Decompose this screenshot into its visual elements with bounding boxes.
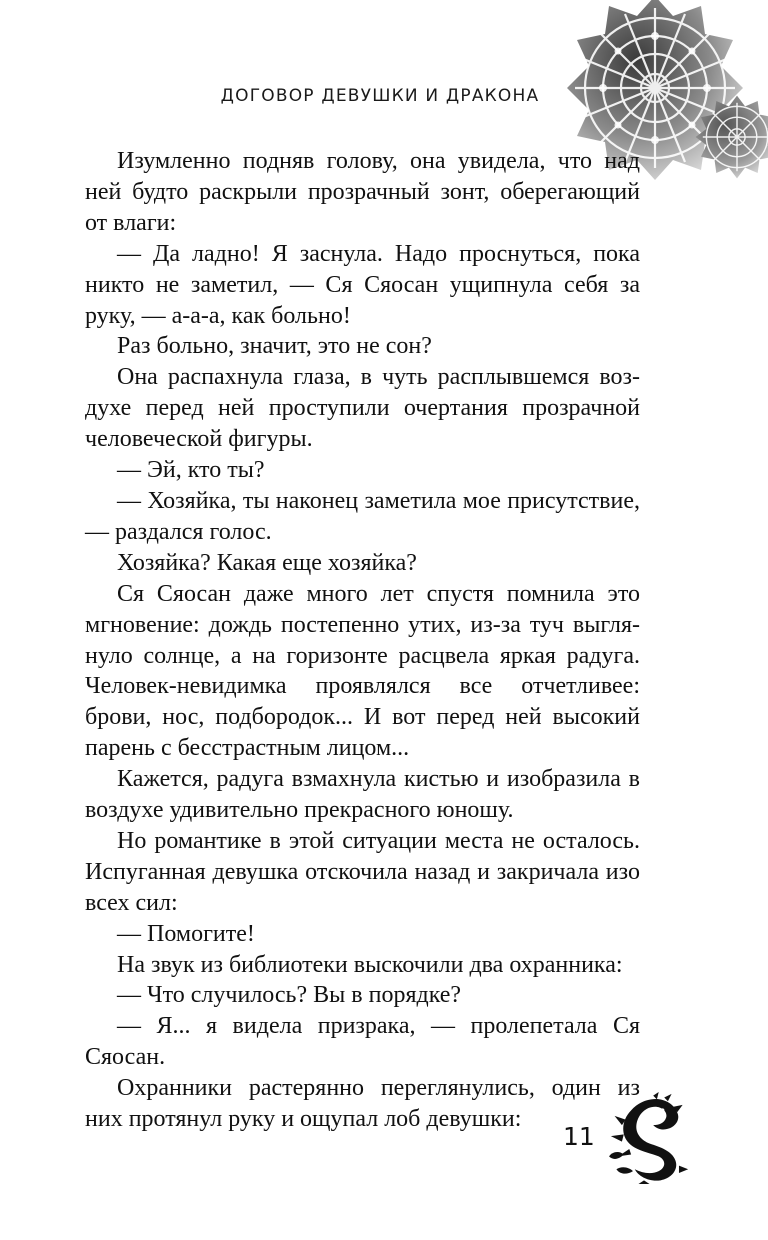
page-number: 11 xyxy=(563,1122,595,1151)
paragraph: Но романтике в этой ситуации места не осталось. Испуганная девушка отскочила назад и закричала изо всех сил: xyxy=(85,827,640,916)
paragraph: На звук из библиотеки выскочили два охранника: xyxy=(117,951,623,978)
paragraph: — Эй, кто ты? xyxy=(117,457,265,484)
paragraph: Раз больно, значит, это не сон? xyxy=(117,333,432,360)
paragraph: — Что случилось? Вы в порядке? xyxy=(117,982,462,1009)
paragraph: — Помогите! xyxy=(117,920,255,947)
paragraph: Изумленно подняв голову, она увидела, что над ней будто раскрыли прозрачный зонт, оберегающий от влаги: xyxy=(85,148,640,236)
paragraph: — Хозяйка, ты наконец заметила мое присутствие, — раздался голос. xyxy=(85,487,640,545)
paragraph: — Я... я видела призрака, — пролепетала Ся Сяосан. xyxy=(85,1013,640,1071)
paragraph: Ся Сяосан даже много лет спустя помнила это мгновение: дождь постепенно утих, из-за туч выглянуло солнце, а на горизонте расцвела яркая радуга. Человек-невидимка проявлялся все отчетливее: брови, нос, подбородок... И вот перед ней высокий парень с бесстрастным лицом... xyxy=(85,580,640,762)
paragraph: Кажется, радуга взмахнула кистью и изобразила в воздухе удивительно прекрасного юношу. xyxy=(85,766,640,824)
dragon-emblem-icon xyxy=(598,1092,690,1184)
book-text-body xyxy=(85,146,640,1135)
paragraph: Охранники растерянно переглянулись, один из них протянул руку и ощупал лоб девушки: xyxy=(85,1075,640,1133)
running-head-title: ДОГОВОР ДЕВУШКИ И ДРАКОНА xyxy=(220,86,540,106)
paragraph: Она распахнула глаза, в чуть расплывшемся воздухе перед ней проступили очертания прозрачной человеческой фигуры. xyxy=(85,364,640,453)
paragraph: — Да ладно! Я заснула. Надо проснуться, пока никто не заметил, — Ся Сяосан ущипнула себя за руку, — а-а-а, как больно! xyxy=(85,240,640,329)
paragraph: Хозяйка? Какая еще хозяйка? xyxy=(117,549,417,576)
